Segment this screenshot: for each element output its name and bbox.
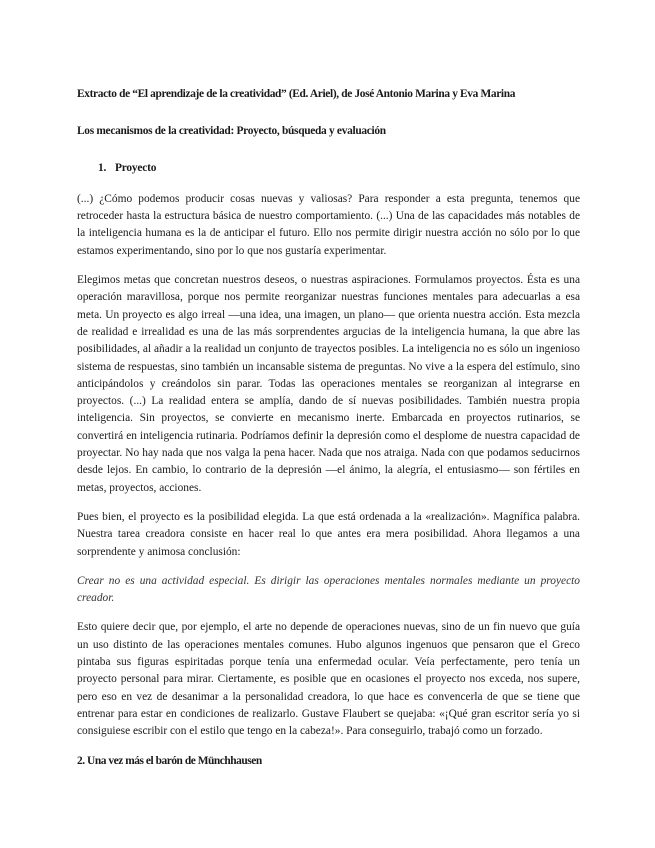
paragraph-3: Pues bien, el proyecto es la posibilidad elegida. La que está ordenada a la «realización». Magnífica palabra. Nuestra tarea creadora consiste en hacer real lo que antes era mera posibilidad. Ahora llegamos a una sorprendente y animosa conclusión: bbox=[77, 510, 580, 558]
section-number: 1. bbox=[98, 161, 107, 174]
section-title-text: Proyecto bbox=[115, 161, 157, 174]
document-subheading: Los mecanismos de la creatividad: Proyecto, búsqueda y evaluación bbox=[77, 125, 386, 138]
paragraph-2: Elegimos metas que concretan nuestros deseos, o nuestras aspiraciones. Formulamos proyectos. Ésta es una operación maravillosa, porque nos permite reorganizar nuestras funciones mentales para adecuarlas a esa meta. Un proyecto es algo irreal —una idea, una imagen, un plano— que orienta nuestra acción. Esta mezcla de realidad e irrealidad es una de las más sorprendentes argucias de la inteligencia humana, la que abre las posibilidades, al añadir a la realidad un conjunto de trayectos posibles. La inteligencia no es sólo un ingenioso sistema de respuestas, sino también un incansable sistema de preguntas. No vive a la espera del estímulo, sino anticipándolos y creándolos sin parar. Todas las operaciones mentales se reorganizan al integrarse en proyectos. (...) La realidad entera se amplía, dando de sí nuevas posibilidades. También nuestra propia inteligencia. Sin proyectos, se convierte en mecanismo inerte. Embarcada en proyectos rutinarios, se convertirá en inteligencia rutinaria. Podríamos definir la depresión como el desplome de nuestra capacidad de proyectar. No hay nada que nos valga la pena hacer. Nada que nos atraiga. Nada con que podamos seducirnos desde lejos. En cambio, lo contrario de la depresión —el ánimo, la alegría, el entusiasmo— son fértiles en metas, proyectos, acciones. bbox=[77, 274, 580, 494]
section-title-proyecto bbox=[98, 160, 580, 177]
document-heading: Extracto de “El aprendizaje de la creatividad” (Ed. Ariel), de José Antonio Marina y Eva Marina bbox=[77, 88, 516, 100]
section-title-munchhausen: 2. Una vez más el barón de Münchhausen bbox=[77, 754, 262, 767]
paragraph-4: Esto quiere decir que, por ejemplo, el arte no depende de operaciones nuevas, sino de un fin nuevo que guía un uso distinto de las operaciones mentales comunes. Hubo algunos ingenuos que pensaron que el Greco pintaba sus figuras espiritadas porque tenía una enfermedad ocular. Veía perfectamente, pero tenía un proyecto personal para mirar. Ciertamente, es posible que en ocasiones el proyecto nos exceda, nos supere, pero eso en vez de desanimar a la personalidad creadora, lo que hace es convencerla de que se tiene que entrenar para estar en condiciones de realizarlo. Gustave Flaubert se quejaba: «¡Qué gran escritor sería yo si consiguiese escribir con el estilo que tengo en la cabeza!». Para conseguirlo, trabajó como un forzado. bbox=[77, 621, 580, 738]
highlighted-quote: Crear no es una actividad especial. Es dirigir las operaciones mentales normales mediante un proyecto creador. bbox=[77, 574, 580, 605]
paragraph-1: (...) ¿Cómo podemos producir cosas nuevas y valiosas? Para responder a esta pregunta, tenemos que retroceder hasta la estructura básica de nuestro comportamiento. (...) Una de las capacidades más notables de la inteligencia humana es la de anticipar el futuro. Ello nos permite dirigir nuestra acción no sólo por lo que estamos experimentando, sino por lo que nos gustaría experimentar. bbox=[77, 192, 580, 257]
